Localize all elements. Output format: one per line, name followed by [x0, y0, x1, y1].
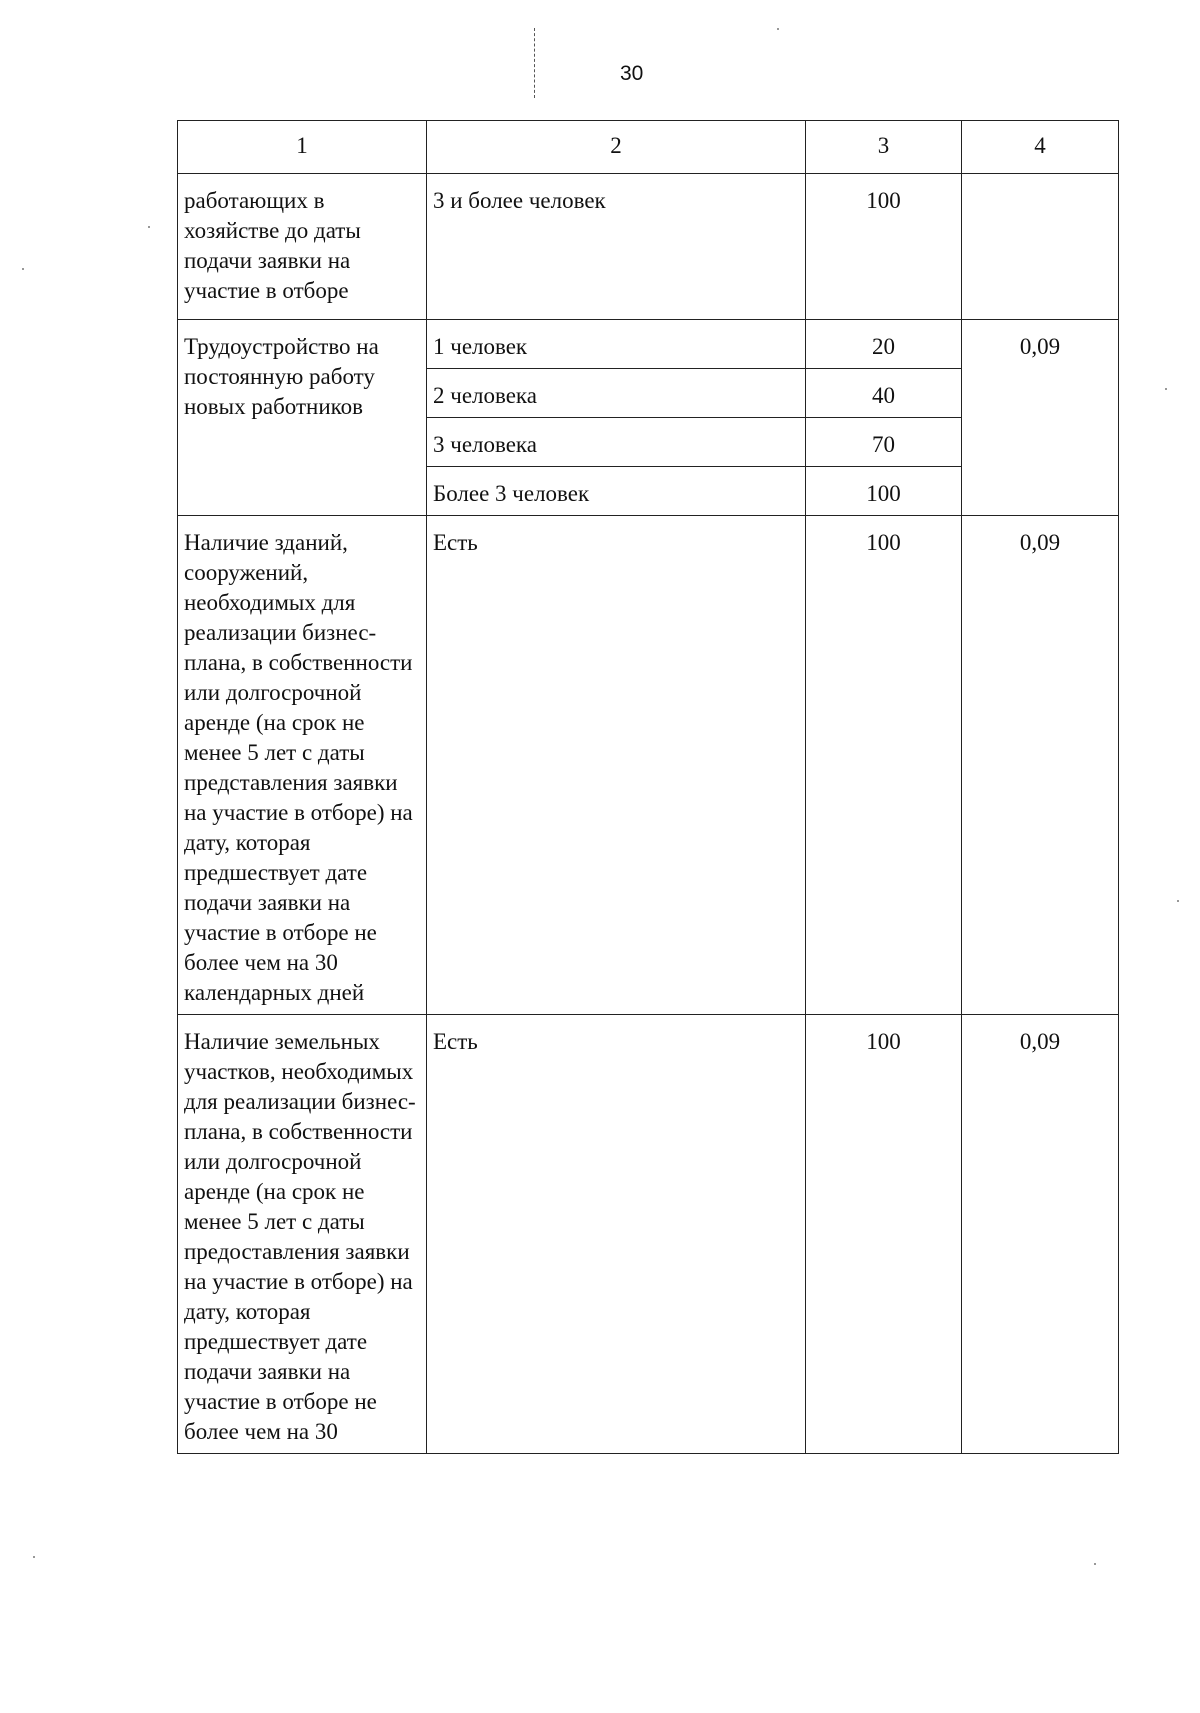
option-cell: Есть: [427, 1015, 806, 1454]
scan-speck: [1165, 388, 1167, 390]
scan-speck: [777, 28, 779, 30]
criterion-cell: Наличие земельных участков, необходимых для реализации бизнес-плана, в собственности или долгосрочной аренде (на срок не менее 5 лет с даты предоставления заявки на участие в отборе) на дату, которая предшествует дате подачи заявки на участие в отборе не более чем на 30: [178, 1015, 427, 1454]
criterion-cell: Наличие зданий, сооружений, необходимых для реализации бизнес-плана, в собственности или долгосрочной аренде (на срок не менее 5 лет с даты представления заявки на участие в отборе) на дату, которая предшествует дате подачи заявки на участие в отборе не более чем на 30 календарных дней: [178, 516, 427, 1015]
header-cell-3: 3: [806, 121, 962, 174]
criteria-table: [177, 120, 1119, 1454]
option-cell: 3 человека: [427, 418, 806, 467]
score-cell: 100: [806, 1015, 962, 1454]
score-cell: 100: [806, 174, 962, 320]
header-cell-2: 2: [427, 121, 806, 174]
score-cell: 100: [806, 516, 962, 1015]
scan-speck: [1177, 900, 1179, 902]
weight-cell: 0,09: [962, 1015, 1119, 1454]
scan-speck: [148, 226, 150, 228]
score-cell: 100: [806, 467, 962, 516]
score-cell: 20: [806, 320, 962, 369]
scan-speck: [22, 268, 24, 270]
header-cell-4: 4: [962, 121, 1119, 174]
table-row: [178, 1015, 1119, 1454]
header-row: [178, 121, 1119, 174]
criterion-cell: работающих в хозяйстве до даты подачи заявки на участие в отборе: [178, 174, 427, 320]
fold-mark: [534, 28, 535, 98]
table-row: [178, 320, 1119, 369]
criterion-cell: Трудоустройство на постоянную работу новых работников: [178, 320, 427, 516]
option-cell: Более 3 человек: [427, 467, 806, 516]
header-cell-1: 1: [178, 121, 427, 174]
option-cell: 2 человека: [427, 369, 806, 418]
table-row: [178, 174, 1119, 320]
score-cell: 70: [806, 418, 962, 467]
table-row: [178, 516, 1119, 1015]
scan-speck: [1094, 1563, 1096, 1565]
page-number: 30: [620, 62, 644, 85]
weight-cell: [962, 174, 1119, 320]
option-cell: 1 человек: [427, 320, 806, 369]
weight-cell: 0,09: [962, 320, 1119, 516]
option-cell: 3 и более человек: [427, 174, 806, 320]
option-cell: Есть: [427, 516, 806, 1015]
score-cell: 40: [806, 369, 962, 418]
scan-speck: [33, 1556, 35, 1558]
weight-cell: 0,09: [962, 516, 1119, 1015]
